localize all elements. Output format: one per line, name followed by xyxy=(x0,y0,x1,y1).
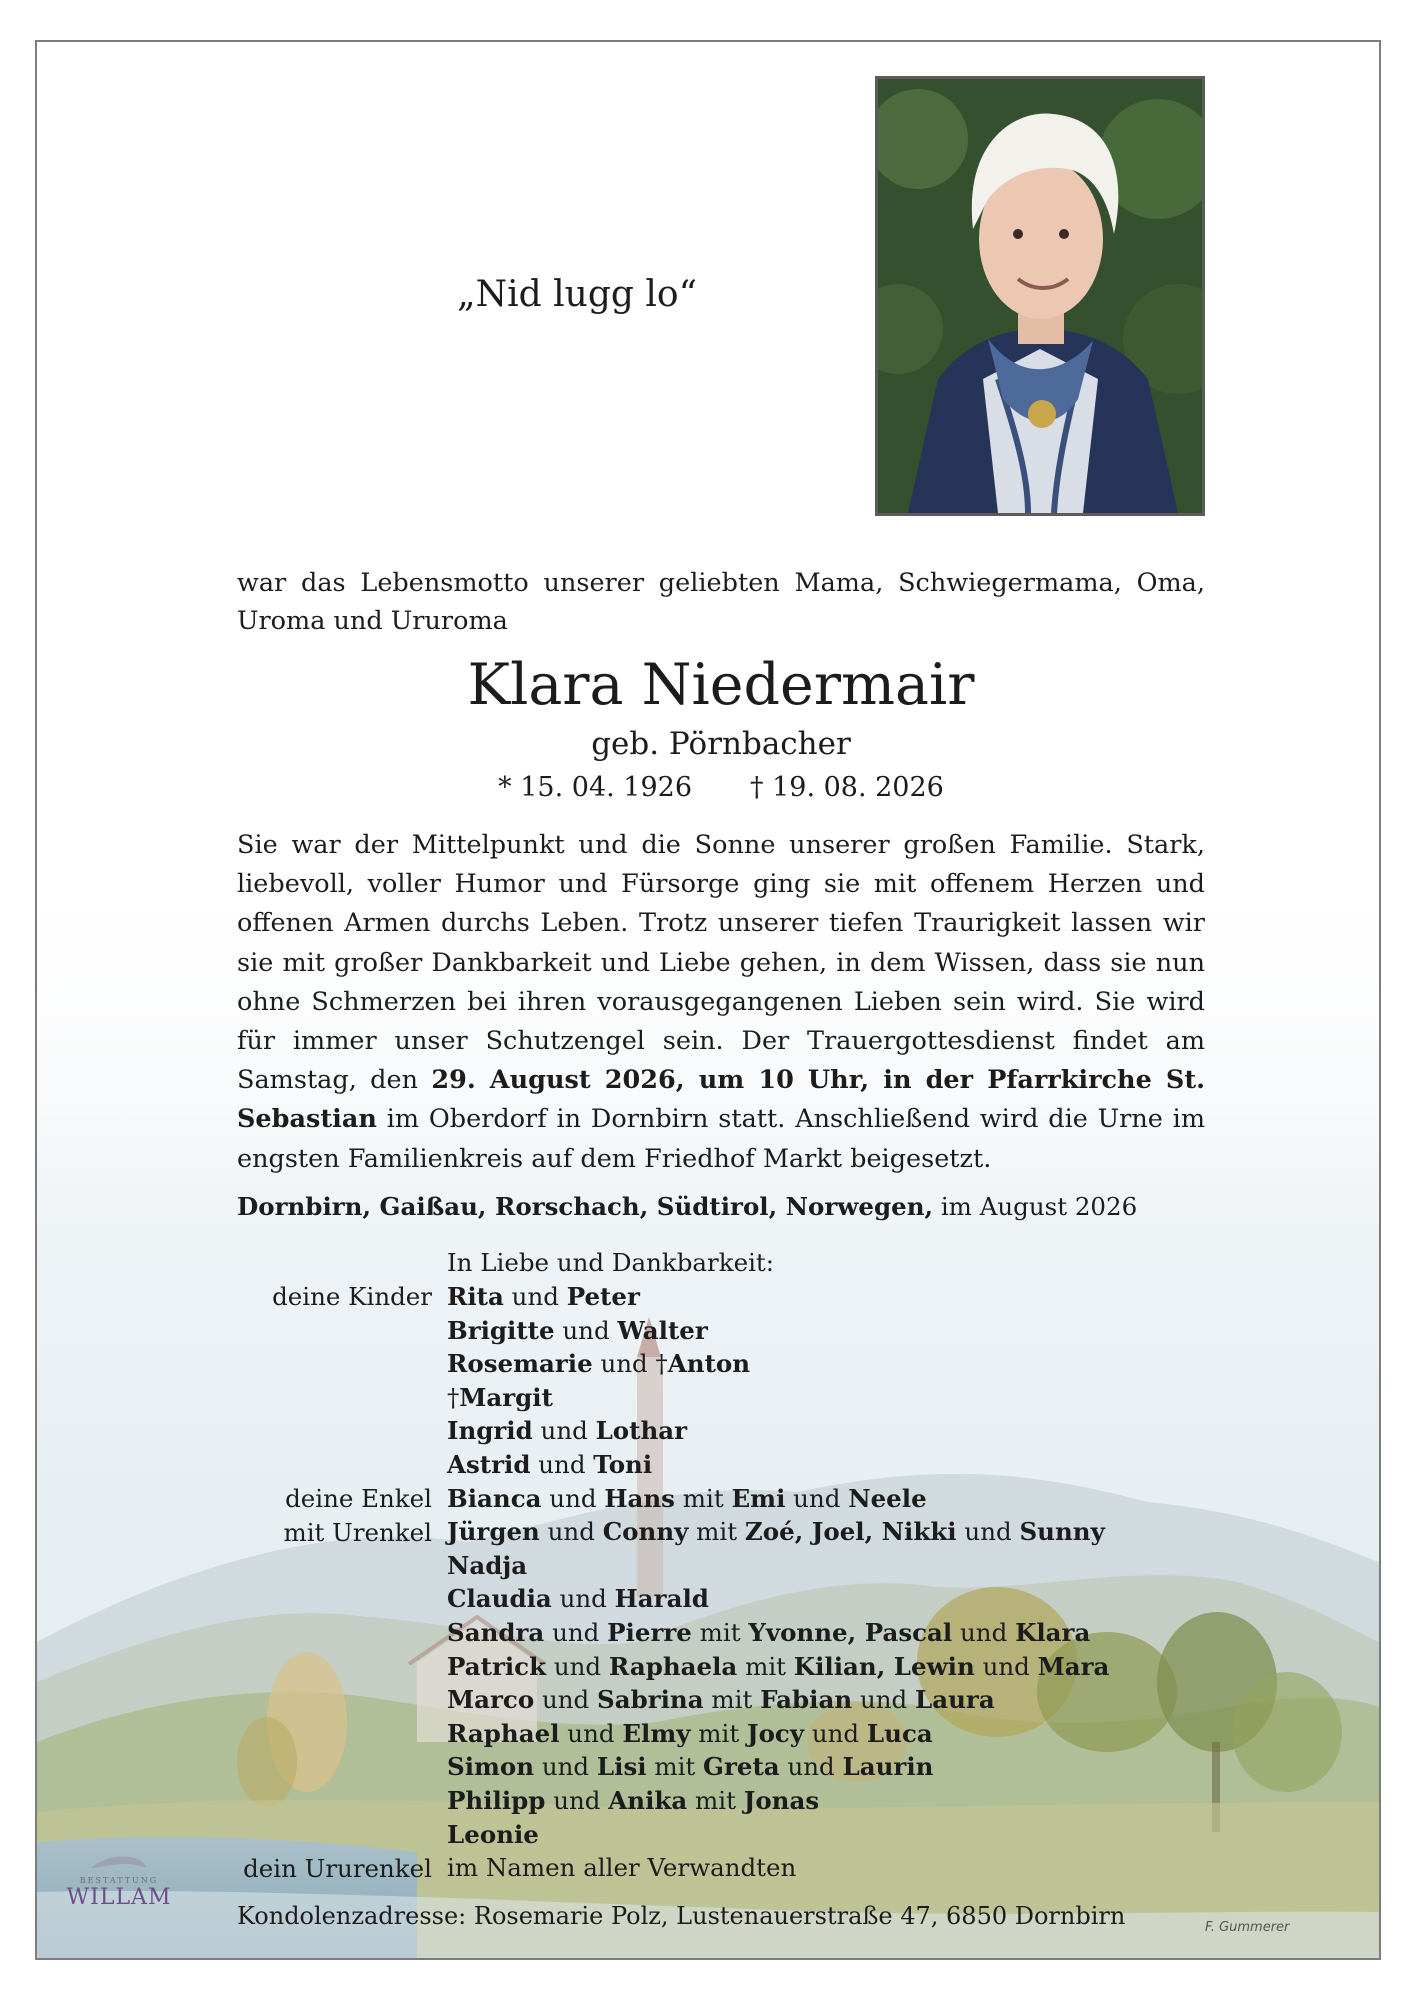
painter-signature: F. Gummerer xyxy=(1205,1920,1290,1935)
family-name: Sunny xyxy=(1019,1517,1105,1547)
places-date: im August 2026 xyxy=(933,1192,1138,1221)
family-connector: und xyxy=(539,1517,603,1547)
funeral-home-logo xyxy=(59,1852,179,1910)
family-name: Mara xyxy=(1037,1651,1110,1681)
family-connector: mit xyxy=(687,1786,744,1815)
family-name: Sandra xyxy=(447,1618,545,1647)
condolence-address: Kondolenzadresse: Rosemarie Polz, Lustenauerstraße 47, 6850 Dornbirn xyxy=(237,1902,1126,1930)
family-connector: mit xyxy=(737,1651,794,1681)
family-name: Margit xyxy=(459,1382,553,1412)
family-connector: und xyxy=(852,1685,915,1715)
family-line xyxy=(447,1786,819,1815)
family-name: Laurin xyxy=(842,1752,934,1782)
family-connector: mit xyxy=(703,1685,761,1715)
family-line xyxy=(447,1282,640,1311)
family-name: Marco xyxy=(447,1685,535,1715)
label-children: deine Kinder xyxy=(272,1282,432,1311)
family-connector: und xyxy=(545,1786,609,1815)
family-line xyxy=(447,1416,687,1445)
family-connector: mit xyxy=(688,1517,745,1547)
obituary-card xyxy=(35,40,1381,1960)
life-motto: „Nid lugg lo“ xyxy=(457,274,697,315)
family-line xyxy=(447,1517,1105,1546)
obituary-text-part2: im Oberdorf in Dornbirn statt. Anschließend wird die Urne im engsten Familienkreis auf dem Friedhof Markt beigesetzt. xyxy=(237,1104,1205,1174)
family-name: Yvonne, Pascal xyxy=(748,1618,953,1647)
life-dates xyxy=(237,772,1205,803)
family-line xyxy=(447,1820,539,1849)
places-line xyxy=(237,1192,1205,1221)
family-connector: im Namen aller Verwandten xyxy=(447,1853,797,1883)
label-grandchildren: deine Enkel xyxy=(285,1484,432,1513)
family-line xyxy=(447,1551,527,1580)
family-name: Anton xyxy=(667,1349,751,1379)
family-name: Zoé, Joel, Nikki xyxy=(744,1517,957,1547)
family-name: Lothar xyxy=(595,1416,688,1446)
family-line xyxy=(447,1383,553,1412)
family-line xyxy=(447,1349,750,1378)
family-name: Fabian xyxy=(760,1685,853,1715)
family-connector: und xyxy=(551,1584,615,1614)
family-line xyxy=(447,1853,796,1882)
family-name: Jürgen xyxy=(447,1517,540,1547)
family-name: Laura xyxy=(915,1685,995,1715)
family-name: Brigitte xyxy=(447,1315,555,1345)
thanks-line: In Liebe und Dankbarkeit: xyxy=(447,1248,775,1277)
family-name: Patrick xyxy=(447,1651,547,1681)
family-name: Raphaela xyxy=(608,1651,738,1681)
family-name: Rita xyxy=(447,1282,504,1311)
family-connector: und xyxy=(530,1450,594,1479)
family-name: Neele xyxy=(848,1483,927,1513)
portrait-photo xyxy=(875,76,1205,516)
family-name: Leonie xyxy=(447,1819,539,1849)
logo-title: WILLAM xyxy=(66,1885,172,1910)
logo-subtitle: BESTATTUNG xyxy=(79,1876,159,1885)
family-name: Simon xyxy=(447,1752,535,1782)
service-details: 29. August 2026, um 10 Uhr, in der Pfarrkirche St. Sebastian xyxy=(237,1065,1205,1135)
family-connector: mit xyxy=(690,1718,747,1748)
family-name: Bianca xyxy=(447,1483,542,1513)
family-connector: mit xyxy=(691,1618,749,1647)
family-name: Ingrid xyxy=(447,1416,533,1446)
family-connector: mit xyxy=(674,1483,732,1513)
death-date: † 19. 08. 2026 xyxy=(750,772,944,803)
family-connector: und xyxy=(974,1651,1038,1681)
family-connector: mit xyxy=(646,1752,704,1782)
family-name: Walter xyxy=(617,1315,708,1345)
family-name: Rosemarie xyxy=(447,1349,593,1379)
family-name: Harald xyxy=(614,1584,709,1614)
family-name: Emi xyxy=(731,1483,786,1513)
places-list: Dornbirn, Gaißau, Rorschach, Südtirol, Norwegen, xyxy=(237,1192,934,1221)
deceased-name: Klara Niedermair xyxy=(467,652,975,718)
family-connector: und xyxy=(956,1517,1020,1547)
family-connector: und xyxy=(804,1718,867,1748)
family-name: Conny xyxy=(602,1517,689,1547)
family-connector: und xyxy=(559,1718,623,1748)
family-connector: und xyxy=(554,1315,618,1345)
family-name: Greta xyxy=(703,1752,780,1782)
family-name: Hans xyxy=(604,1483,675,1513)
family-name: Jocy xyxy=(746,1718,805,1748)
family-line xyxy=(447,1584,709,1613)
family-connector: und xyxy=(532,1416,596,1446)
family-connector: und xyxy=(503,1282,567,1311)
family-name: Astrid xyxy=(447,1450,531,1479)
family-name: Philipp xyxy=(447,1786,546,1815)
family-name: Raphael xyxy=(447,1718,560,1748)
family-line xyxy=(447,1450,652,1479)
label-great-grandchildren: mit Urenkel xyxy=(283,1518,432,1547)
family-name: Jonas xyxy=(743,1786,820,1815)
family-connector: und xyxy=(779,1752,843,1782)
family-name: Peter xyxy=(566,1282,640,1311)
family-name: Sabrina xyxy=(597,1685,704,1715)
family-connector: und xyxy=(534,1685,597,1715)
birth-date: * 15. 04. 1926 xyxy=(498,772,692,803)
family-name: Claudia xyxy=(447,1584,552,1614)
family-connector: und † xyxy=(592,1349,668,1379)
family-connector: und xyxy=(544,1618,608,1647)
family-connector: und xyxy=(534,1752,597,1782)
family-name: Pierre xyxy=(607,1618,692,1647)
family-line xyxy=(447,1752,933,1781)
family-line xyxy=(447,1685,995,1714)
family-connector: und xyxy=(952,1618,1016,1647)
family-name: Lisi xyxy=(596,1752,647,1782)
family-name: Klara xyxy=(1015,1618,1091,1647)
family-name: Toni xyxy=(593,1450,653,1479)
family-connector: † xyxy=(447,1382,460,1412)
family-name: Nadja xyxy=(447,1550,528,1580)
family-line xyxy=(447,1484,927,1513)
family-line xyxy=(447,1652,1109,1681)
family-connector: und xyxy=(785,1483,849,1513)
family-line xyxy=(447,1618,1090,1647)
family-name: Kilian, Lewin xyxy=(793,1651,975,1681)
birth-name: geb. Pörnbacher xyxy=(591,726,851,762)
intro-text: war das Lebensmotto unserer geliebten Mama, Schwiegermama, Oma, Uroma und Ururoma xyxy=(237,568,1205,636)
family-name: Elmy xyxy=(622,1718,691,1748)
family-connector: und xyxy=(541,1483,605,1513)
label-great-great-grandchild: dein Ururenkel xyxy=(243,1854,432,1883)
family-line xyxy=(447,1316,708,1345)
obituary-text-part1: Sie war der Mittelpunkt und die Sonne unserer großen Familie. Stark, liebevoll, voller Humor und Fürsorge ging sie mit offenem Herzen und offenen Armen durchs Leben. Trotz unserer tiefen Traurigkeit lassen wir sie mit großer Dankbarkeit und Liebe gehen, in dem Wissen, dass sie nun ohne Schmerzen bei ihren vorausgegangenen Lieben sein wird. Sie wird für immer unser Schutzengel sein. Der Trauergottesdienst findet am Samstag, den xyxy=(237,830,1205,1096)
family-name: Luca xyxy=(866,1718,933,1748)
family-line xyxy=(447,1719,933,1748)
obituary-text xyxy=(237,826,1205,1179)
bird-icon xyxy=(89,1852,149,1872)
family-name: Anika xyxy=(608,1786,688,1815)
family-connector: und xyxy=(546,1651,609,1681)
